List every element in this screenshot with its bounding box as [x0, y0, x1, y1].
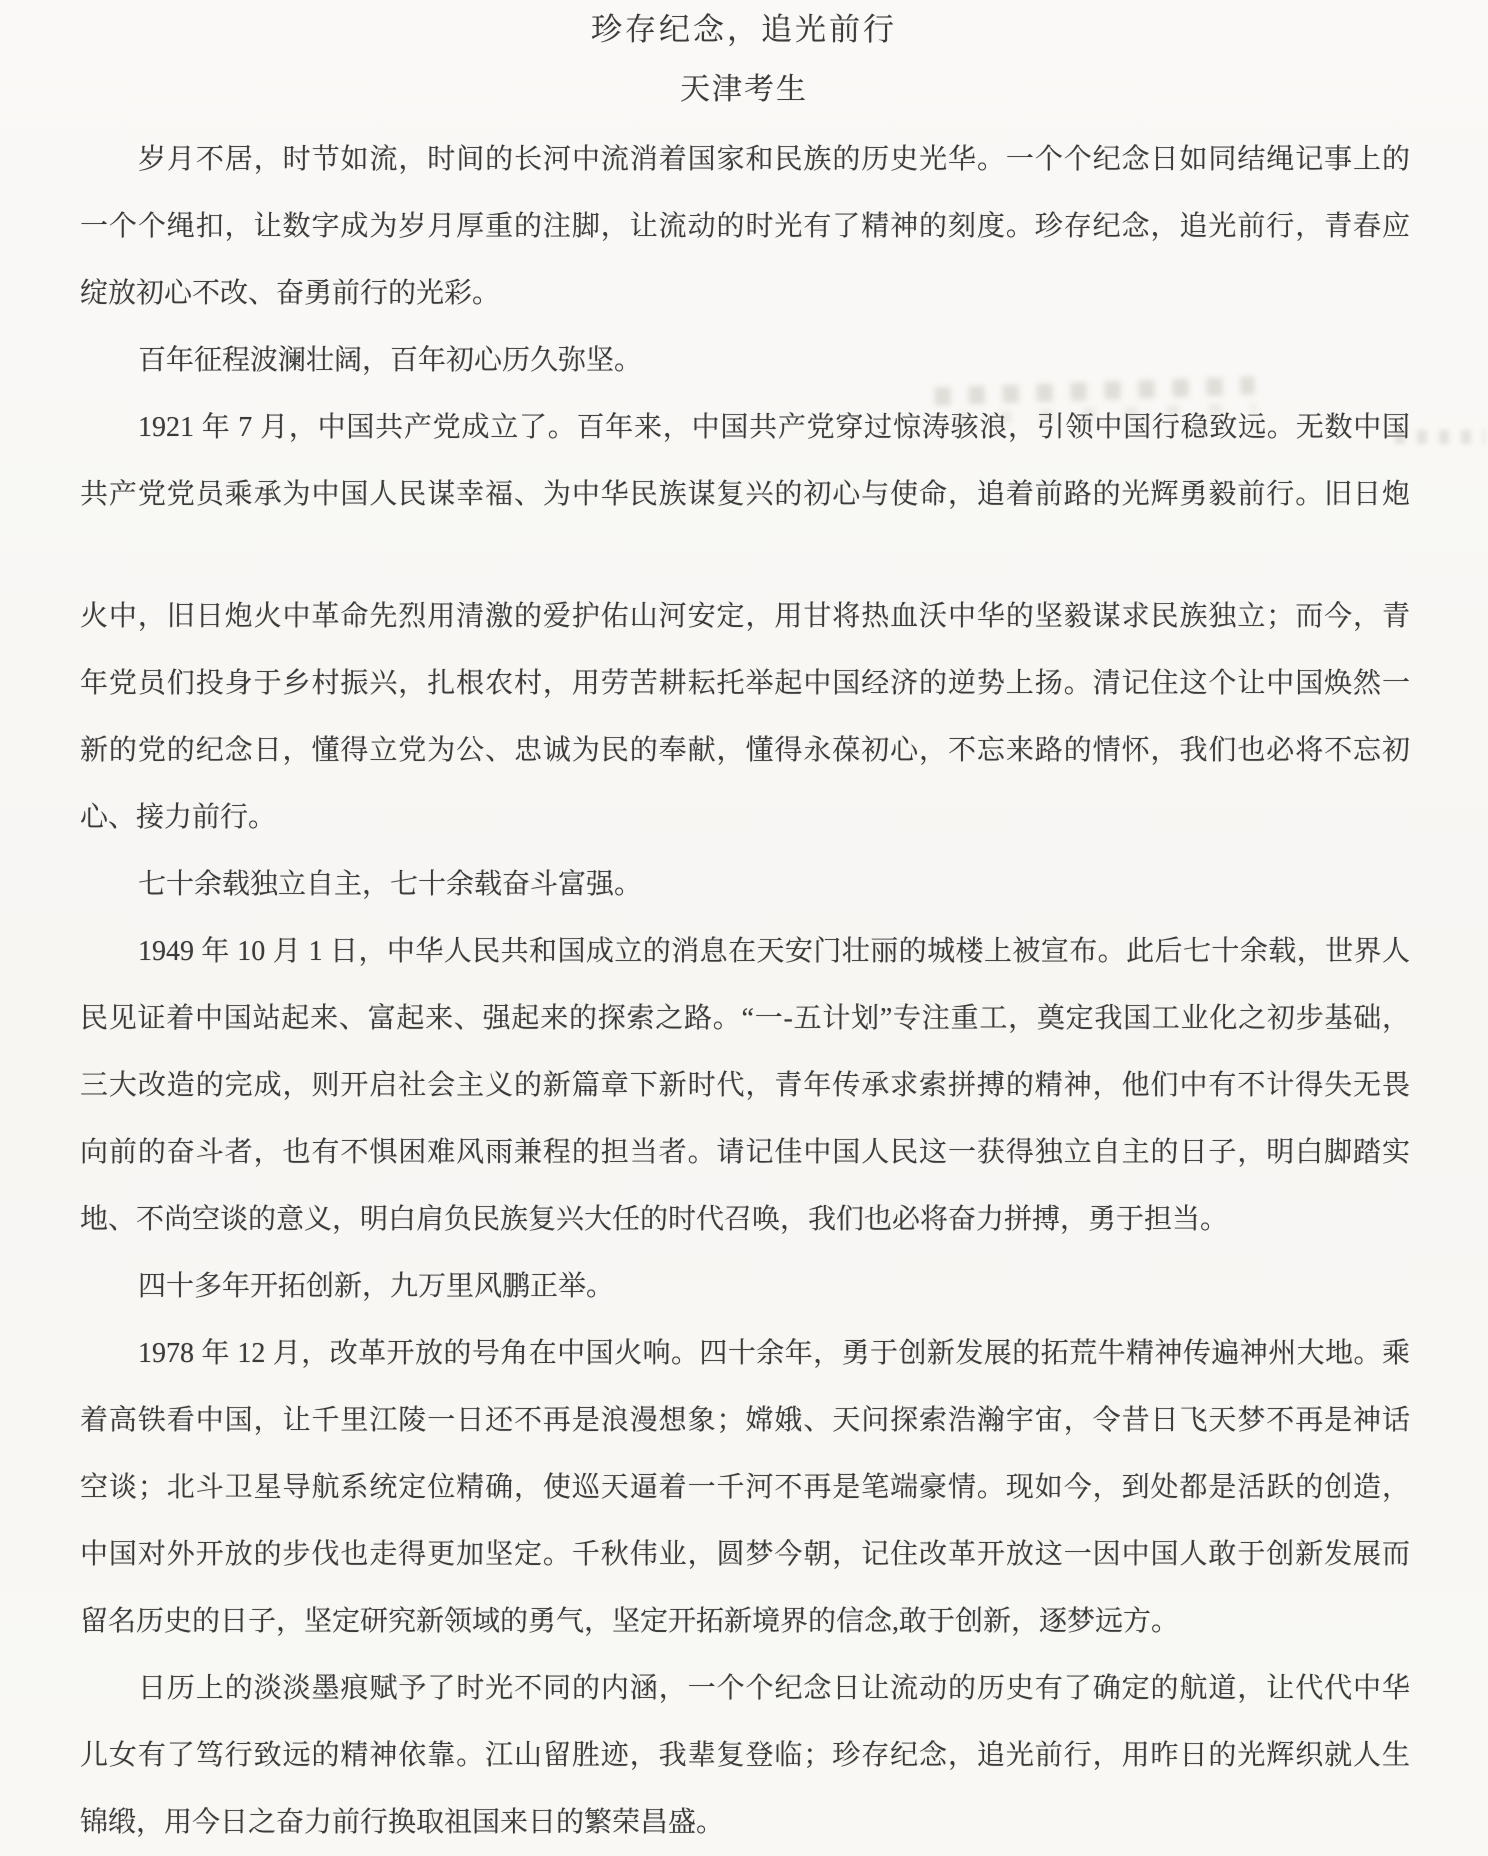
essay-line: 七十余载独立自主，七十余载奋斗富强。 [138, 869, 643, 900]
essay-line: 火中，旧日炮火中革命先烈用清激的爱护佑山河安定，用甘将热血沃中华的坚毅谋求民族独立；而今，青 [80, 601, 1410, 632]
essay-line: 一个个绳扣，让数字成为岁月厚重的注脚，让流动的时光有了精神的刻度。珍存纪念，追光前行，青春应 [80, 211, 1410, 242]
essay-line: 三大改造的完成，则开启社会主义的新篇章下新时代，青年传承求索拼搏的精神，他们中有不计得失无畏 [80, 1070, 1410, 1101]
essay-line: 共产党党员乘承为中国人民谋幸福、为中华民族谋复兴的初心与使命，追着前路的光辉勇毅前行。旧日炮 [80, 479, 1410, 510]
essay-author: 天津考生 [680, 73, 808, 106]
essay-line: 年党员们投身于乡村振兴，扎根农村，用劳苦耕耘托举起中国经济的逆势上扬。清记住这个让中国焕然一 [80, 668, 1410, 699]
essay-body [0, 126, 1488, 1856]
essay-line: 儿女有了笃行致远的精神依靠。江山留胜迹，我辈复登临；珍存纪念，追光前行，用昨日的光辉织就人生 [80, 1740, 1410, 1771]
essay-line: 向前的奋斗者，也有不惧困难风雨兼程的担当者。请记佳中国人民这一获得独立自主的日子，明白脚踏实 [80, 1137, 1410, 1168]
essay-line: 1921 年 7 月，中国共产党成立了。百年来，中国共产党穿过惊涛骇浪，引领中国行稳致远。无数中国 [138, 412, 1410, 443]
essay-line: 百年征程波澜壮阔，百年初心历久弥坚。 [138, 345, 643, 376]
essay-line: 日历上的淡淡墨痕赋予了时光不同的内涵，一个个纪念日让流动的历史有了确定的航道，让代代中华 [138, 1673, 1410, 1704]
essay-line: 岁月不居，时节如流，时间的长河中流消着国家和民族的历史光华。一个个纪念日如同结绳记事上的 [138, 144, 1410, 175]
essay-line: 新的党的纪念日，懂得立党为公、忠诚为民的奉献，懂得永葆初心，不忘来路的情怀，我们也必将不忘初 [80, 735, 1410, 766]
essay-line: 四十多年开拓创新，九万里风鹏正举。 [138, 1271, 615, 1302]
essay-title: 珍存纪念，追光前行 [591, 12, 897, 47]
essay-line: 1978 年 12 月，改革开放的号角在中国火响。四十余年，勇于创新发展的拓荒牛精神传遍神州大地。乘 [138, 1338, 1410, 1369]
essay-line: 锦缎，用今日之奋力前行换取祖国来日的繁荣昌盛。 [80, 1807, 725, 1838]
essay-line: 1949 年 10 月 1 日，中华人民共和国成立的消息在天安门壮丽的城楼上被宣布。此后七十余载，世界人 [138, 936, 1410, 967]
essay-line: 心、接力前行。 [80, 802, 277, 833]
essay-line: 地、不尚空谈的意义，明白肩负民族复兴大任的时代召唤，我们也必将奋力拼搏，勇于担当。 [80, 1204, 1229, 1235]
essay-line: 民见证着中国站起来、富起来、强起来的探索之路。“一-五计划”专注重工，奠定我国工业化之初步基础， [80, 1003, 1410, 1034]
essay-line: 绽放初心不改、奋勇前行的光彩。 [80, 278, 501, 309]
essay-line: 空谈；北斗卫星导航系统定位精确，使巡天逼着一千河不再是笔端豪情。现如今，到处都是活跃的创造， [80, 1472, 1410, 1503]
essay-line: 留名历史的日子，坚定研究新领域的勇气，坚定开拓新境界的信念,敢于创新，逐梦远方。 [80, 1606, 1180, 1637]
essay-line: 中国对外开放的步伐也走得更加坚定。千秋伟业，圆梦今朝，记住改革开放这一因中国人敢于创新发展而 [80, 1539, 1410, 1570]
essay-line: 着高铁看中国，让千里江陵一日还不再是浪漫想象；嫦娥、天问探索浩瀚宇宙，令昔日飞天梦不再是神话 [80, 1405, 1410, 1436]
